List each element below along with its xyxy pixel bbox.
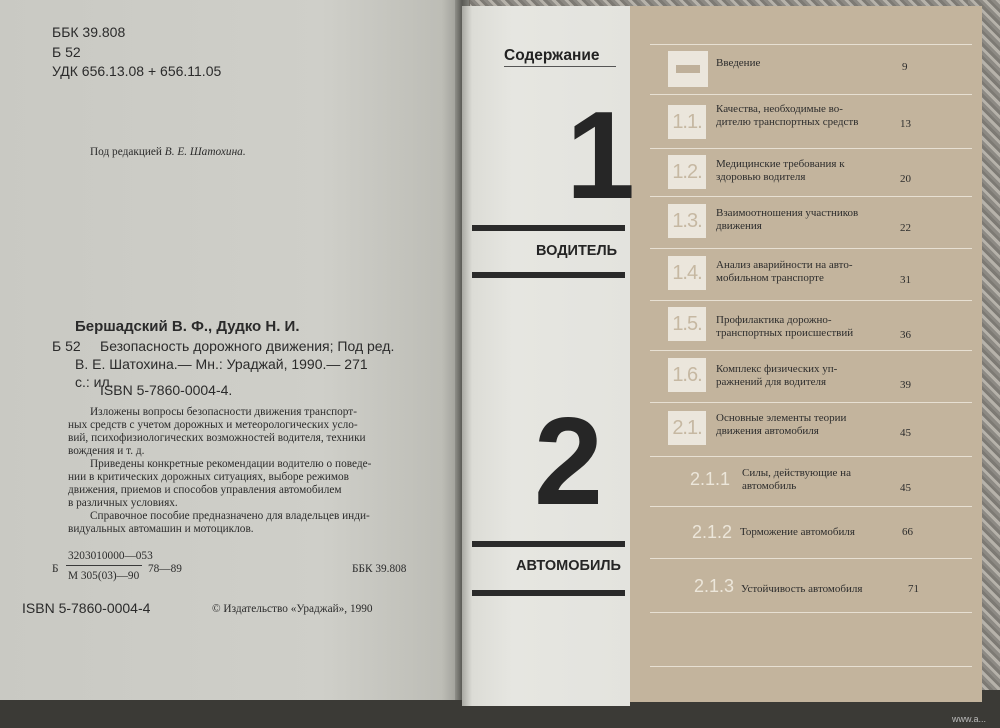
title-underline bbox=[504, 66, 616, 67]
toc-entry-number: 1.5. bbox=[668, 307, 706, 341]
isbn: ISBN 5-7860-0004-4 bbox=[22, 600, 151, 616]
toc-entry-page: 13 bbox=[900, 118, 911, 130]
toc-entry-page: 71 bbox=[908, 583, 919, 595]
part-1-title: ВОДИТЕЛЬ bbox=[536, 243, 618, 259]
bbk-bottom: ББК 39.808 bbox=[352, 563, 407, 575]
toc-entry-text: Медицинские требования к bbox=[716, 158, 845, 170]
editor-line bbox=[90, 146, 246, 158]
annotation-line: вождения и т. д. bbox=[68, 445, 145, 457]
toc-entry-text: автомобиль bbox=[742, 480, 797, 492]
left-page-imprint bbox=[0, 0, 460, 700]
toc-entry-text: Торможение автомобиля bbox=[740, 526, 855, 538]
toc-entry-text: Введение bbox=[716, 57, 761, 69]
toc-separator bbox=[650, 248, 972, 249]
toc-entry-text: транспортных происшествий bbox=[716, 327, 854, 339]
toc-entry-text: здоровью водителя bbox=[716, 171, 806, 183]
toc-entry-text: дителю транспортных средств bbox=[716, 116, 859, 128]
copyright: © Издательство «Ураджай», 1990 bbox=[212, 603, 373, 615]
toc-entry-text: Основные элементы теории bbox=[716, 412, 847, 424]
bib-line: с.: ил. bbox=[75, 374, 114, 390]
watermark: www.a... bbox=[952, 714, 987, 724]
toc-entry-page: 45 bbox=[900, 482, 911, 494]
annotation-line: в различных условиях. bbox=[68, 497, 178, 509]
toc-entry-text: Профилактика дорожно- bbox=[716, 314, 832, 326]
toc-separator bbox=[650, 196, 972, 197]
toc-entry-number: 1.1. bbox=[668, 105, 706, 139]
toc-entry-number: 1.6. bbox=[668, 358, 706, 392]
toc-entry-text: Комплекс физических уп- bbox=[716, 363, 838, 375]
part-1-bar-bottom bbox=[472, 272, 625, 278]
part-1-bar-top bbox=[472, 225, 625, 231]
toc-entry-number: 2.1.1 bbox=[690, 469, 731, 489]
toc-entry-text: ражнений для водителя bbox=[716, 376, 827, 388]
toc-entry-number: 2.1.3 bbox=[694, 576, 735, 596]
toc-entry-number: 2.1. bbox=[668, 411, 706, 445]
editor-name: В. Е. Шатохина. bbox=[164, 146, 246, 158]
toc-entry-text: Устойчивость автомобиля bbox=[741, 583, 863, 595]
toc-separator bbox=[650, 456, 972, 457]
toc-entry-number: 2.1.2 bbox=[692, 522, 733, 542]
fraction-bar bbox=[66, 565, 142, 566]
part-2-bar-bottom bbox=[472, 590, 625, 596]
fraction-suffix: 78—89 bbox=[148, 563, 182, 575]
toc-separator bbox=[650, 94, 972, 95]
toc-entry-text: Качества, необходимые во- bbox=[716, 103, 843, 115]
toc-entry-page: 22 bbox=[900, 222, 911, 234]
bbk-code: ББК 39.808 bbox=[52, 24, 126, 40]
annotation-line: нии в критических дорожных ситуациях, выборе режимов bbox=[68, 471, 350, 483]
annotation-line: вий, психофизиологических возможностей водителя, техники bbox=[68, 432, 366, 444]
bib-line: В. Е. Шатохина.— Мн.: Ураджай, 1990.— 271 bbox=[75, 356, 368, 372]
bib-index: Б 52 bbox=[52, 338, 81, 354]
annotation-line: движения, приемов и способов управления автомобилем bbox=[68, 484, 342, 496]
toc-entry-page: 20 bbox=[900, 173, 911, 185]
fraction-denominator: М 305(03)—90 bbox=[68, 570, 140, 582]
toc-entry-page: 31 bbox=[900, 274, 911, 286]
toc-separator bbox=[650, 612, 972, 613]
toc-separator bbox=[650, 350, 972, 351]
toc-entry-text: мобильном транспорте bbox=[716, 272, 824, 284]
authors: Бершадский В. Ф., Дудко Н. И. bbox=[75, 318, 300, 335]
annotation-line: ных средств с учетом дорожных и метеорологических усло- bbox=[68, 419, 358, 431]
toc-entry-text: движения автомобиля bbox=[716, 425, 819, 437]
toc-entry-page: 36 bbox=[900, 329, 911, 341]
author-index: Б 52 bbox=[52, 44, 81, 60]
udk-code: УДК 656.13.08 + 656.11.05 bbox=[52, 63, 222, 79]
part-2-title: АВТОМОБИЛЬ bbox=[516, 558, 621, 574]
toc-separator bbox=[650, 148, 972, 149]
toc-separator bbox=[650, 402, 972, 403]
toc-entry-number: 1.2. bbox=[668, 155, 706, 189]
annotation-line: Изложены вопросы безопасности движения транспорт- bbox=[90, 406, 357, 418]
part-2-number: 2 bbox=[534, 393, 603, 531]
part-1-number: 1 bbox=[566, 87, 635, 225]
toc-entry-text: Взаимоотношения участников bbox=[716, 207, 859, 219]
fraction-numerator: 3203010000—053 bbox=[68, 550, 153, 562]
toc-entry-text: Анализ аварийности на авто- bbox=[716, 259, 853, 271]
bib-isbn: ISBN 5-7860-0004-4. bbox=[100, 382, 233, 398]
annotation-line: видуальных автомашин и мотоциклов. bbox=[68, 523, 254, 535]
toc-entry-number: 1.3. bbox=[668, 204, 706, 238]
toc-entry-page: 9 bbox=[902, 61, 908, 73]
toc-separator bbox=[650, 44, 972, 45]
toc-entry-text: Силы, действующие на bbox=[742, 467, 851, 479]
toc-separator bbox=[650, 506, 972, 507]
editor-label: Под редакцией bbox=[90, 146, 162, 158]
toc-separator bbox=[650, 558, 972, 559]
fraction-letter: Б bbox=[52, 563, 59, 575]
part-2-bar-top bbox=[472, 541, 625, 547]
contents-title: Содержание bbox=[504, 47, 600, 64]
toc-entry-text: движения bbox=[716, 220, 762, 232]
toc-separator bbox=[650, 666, 972, 667]
toc-entry-page: 45 bbox=[900, 427, 911, 439]
annotation-line: Справочное пособие предназначено для владельцев инди- bbox=[90, 510, 370, 522]
toc-entry-number: 1.4. bbox=[668, 256, 706, 290]
toc-entry-page: 39 bbox=[900, 379, 911, 391]
right-page-contents bbox=[462, 6, 982, 708]
intro-dash-badge bbox=[668, 51, 708, 87]
toc-separator bbox=[650, 300, 972, 301]
annotation-line: Приведены конкретные рекомендации водителю о поведе- bbox=[90, 458, 372, 470]
bib-line: Безопасность дорожного движения; Под ред. bbox=[100, 338, 395, 354]
toc-entry-page: 66 bbox=[902, 526, 913, 538]
